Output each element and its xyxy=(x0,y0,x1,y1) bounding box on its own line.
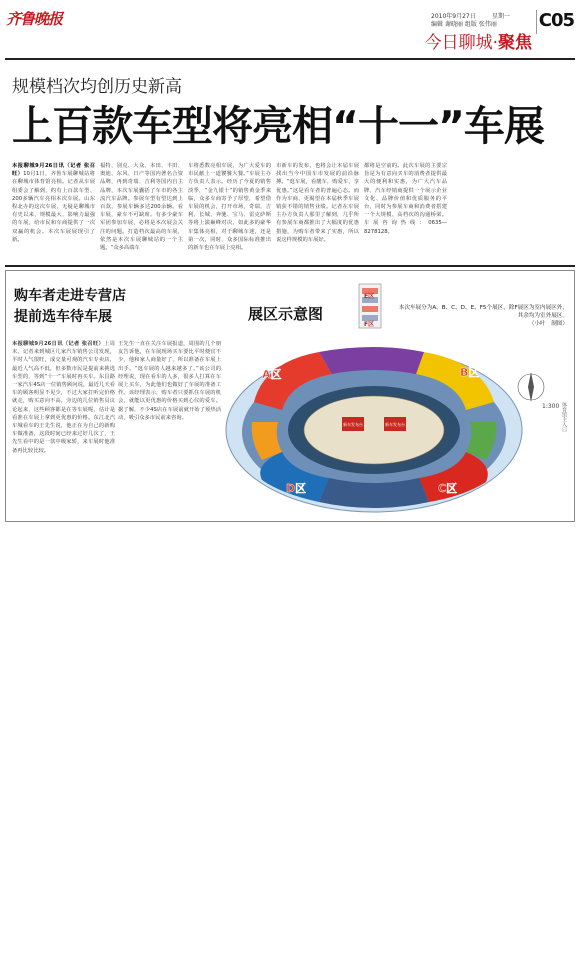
map-title: 展区示意图 xyxy=(248,305,324,323)
section-focus: 聚焦 xyxy=(498,33,532,53)
issue-date: 2010年9月27日 xyxy=(431,13,476,20)
art-name: 张伟丽 xyxy=(478,21,497,28)
article1-column-text: 10月1日，齐鲁车展聊城站将在聊城市体育馆亮相。记者从车展组委会了解到，约有上百款车型、200多辆汽车亮相本次车展。山东程北办的这次车展，无疑是聊城市有史以来，规模最大、影响力最强的车展，给市民和车商提供了一次双赢的机会。本次车展展现引了新。 xyxy=(12,171,95,243)
article2-column-2: 王先生一直在关注车展报道，周围的几个朋友告诉他，在车展现场买车要比平时便宜不少，他和家人商量好了，所以准备在车展上出手。“逛车展的人越来越多了。”该公司的经理说，现在看车的人多，很多人打算在车展上买车，为此他们也做好了车展的准备工作。该经理表示，购车者只要抓住车展的机会，就能以更优惠的价格买到心仪的爱车。据了解，不少4S店在车展前就开始了预热活动，吸引众多市民前来咨询。 xyxy=(118,341,221,421)
newspaper-logo: 齐鲁晚报 xyxy=(6,10,63,28)
article1-lead-tag: 本报聊城9月26日讯（记者 张召旺） xyxy=(12,163,95,178)
article1-bottom-rule xyxy=(5,265,575,267)
map-scale-label: 1:300 xyxy=(542,403,560,410)
section-name: 今日聊城 xyxy=(424,33,493,53)
zone-label-f: F区 xyxy=(364,321,375,328)
masthead-divider xyxy=(536,10,537,34)
map-side-label: 体育馆主入口 xyxy=(561,402,567,432)
article1-kicker: 规模档次均创历史新高 xyxy=(12,77,182,97)
zone-label-a: A区 xyxy=(262,368,282,381)
map-zone-e xyxy=(319,347,424,374)
page-number: C05 xyxy=(538,10,574,31)
map-note-text: 本次车展分为A、B、C、D、E、F5个展区，除F展区为室内展区外，其余均为室外展区。 xyxy=(398,305,568,319)
section-title xyxy=(425,28,532,53)
article1-column-5: 都将是空前的。此次车展的主要宗旨是为有意向买车的消费者提供最大的便利和实惠，为广大汽车品牌、汽车经销商提供一个展示企业文化、品牌价值和优质服务的平台，同时为参展车商和消费者搭建一个大规模、高档次的沟通桥梁。车展咨询热线：0635—8278128。 xyxy=(364,163,447,235)
zone-label-d: D区 xyxy=(286,482,307,495)
article1-column-3: 车将悉数亮相车展，为广大爱车的市民献上一道饕餮大餐。”车展主办方负责人表示。经历了今夏的销售淡季，“金九银十”的销售黄金季来临，众多车商寄予了厚望，希望借车展的机会，打开市场，奇瑞、吉利、长城、奔驰、宝马、雷克萨斯等将上演巅峰对决，如此多的豪华车集体亮相，对于聊城车迷，还是第一次，同时，众多国际标准推出的新车也在车展上亮相。 xyxy=(188,163,271,252)
zone-label-b: B区 xyxy=(460,366,480,379)
map-credit: （小叶 制图） xyxy=(528,321,568,327)
article2-headline-line2: 提前选车待车展 xyxy=(14,309,112,325)
top-rule xyxy=(5,58,575,60)
article1-column-2: 福特、别克、大众、本田、丰田、奥迪、东风、日产等国内著名合资品牌，再到奇瑞、吉利等国内自主品牌，本次车展囊括了车市的各主流汽车品牌。参展车型有望达到上百款，参展车辆多达200余辆。看车展，豪车不可缺席。有多少豪车军团参加车展，必将是本次展会关注的问题。打造档次最高的车展，依然是本次车展聊城站的一个主题。“众多高端车 xyxy=(100,163,183,252)
stage-label-right: 新车发布台 xyxy=(385,422,405,427)
article1-headline: 上百款车型将亮相“十一”车展 xyxy=(12,102,544,150)
map-zone-f-mark2 xyxy=(362,306,378,312)
zone-label-c: C区 xyxy=(438,482,458,495)
article2-headline-line1: 购车者走进专营店 xyxy=(14,288,126,304)
article2-column-1 xyxy=(12,340,115,520)
article2-lead-tag: 本报聊城9月26日讯（记者 张召旺） xyxy=(12,341,105,347)
article1-column-1 xyxy=(12,162,95,262)
issue-weekday: 星期一 xyxy=(492,13,511,20)
article2-column-text: 上周末，记者来到城区几家汽车销售公司发现，平时人气很旺，成交量可观的汽车专卖店，最近人气高不低，但多数市民是提前来挑选车型的，等到“十一”车展时再买车。东昌路一家汽车4S店一位销售顾问说，最近几天看车的顾客明显不见少，不过大家打听完价格就走，购买意向不高，旁边的几位销售员议论起来，这些顾客都是在等车展呢，估计是看准在车展上拿到更优惠的价格。东江北汽车城看车的王先生说，他正在为自己的新购车做准备，这段时间已经来过好几次了，王先生看中的是一款中级家轿，来车展时他准备再比较比较。 xyxy=(12,341,115,454)
article1-column-4: 市新车的发布，也将会让本届车展找出当今中国车市发展的前沿脉搏。“逛车展，看靓车，购爱车，享优惠。”这是看车者的普遍心态。而作为车商，更渴望在本届秋季车展销获不错的销售业绩。记者在车展主办方负责人那里了解到，几乎所有参展车商都推出了大幅度的优惠措施，为购车者带来了实惠，所以说这样规模的车展好。 xyxy=(276,163,359,243)
zone-label-e: E区 xyxy=(364,293,375,300)
stage-label-left: 新车发布台 xyxy=(343,422,363,427)
editor-label: 编辑 xyxy=(431,21,444,28)
art-label: 组版 xyxy=(464,21,477,28)
editor-credits xyxy=(431,19,497,28)
venue-map xyxy=(224,282,572,518)
section-dot: · xyxy=(492,33,498,53)
editor-name: 谢晓丽 xyxy=(444,21,463,28)
